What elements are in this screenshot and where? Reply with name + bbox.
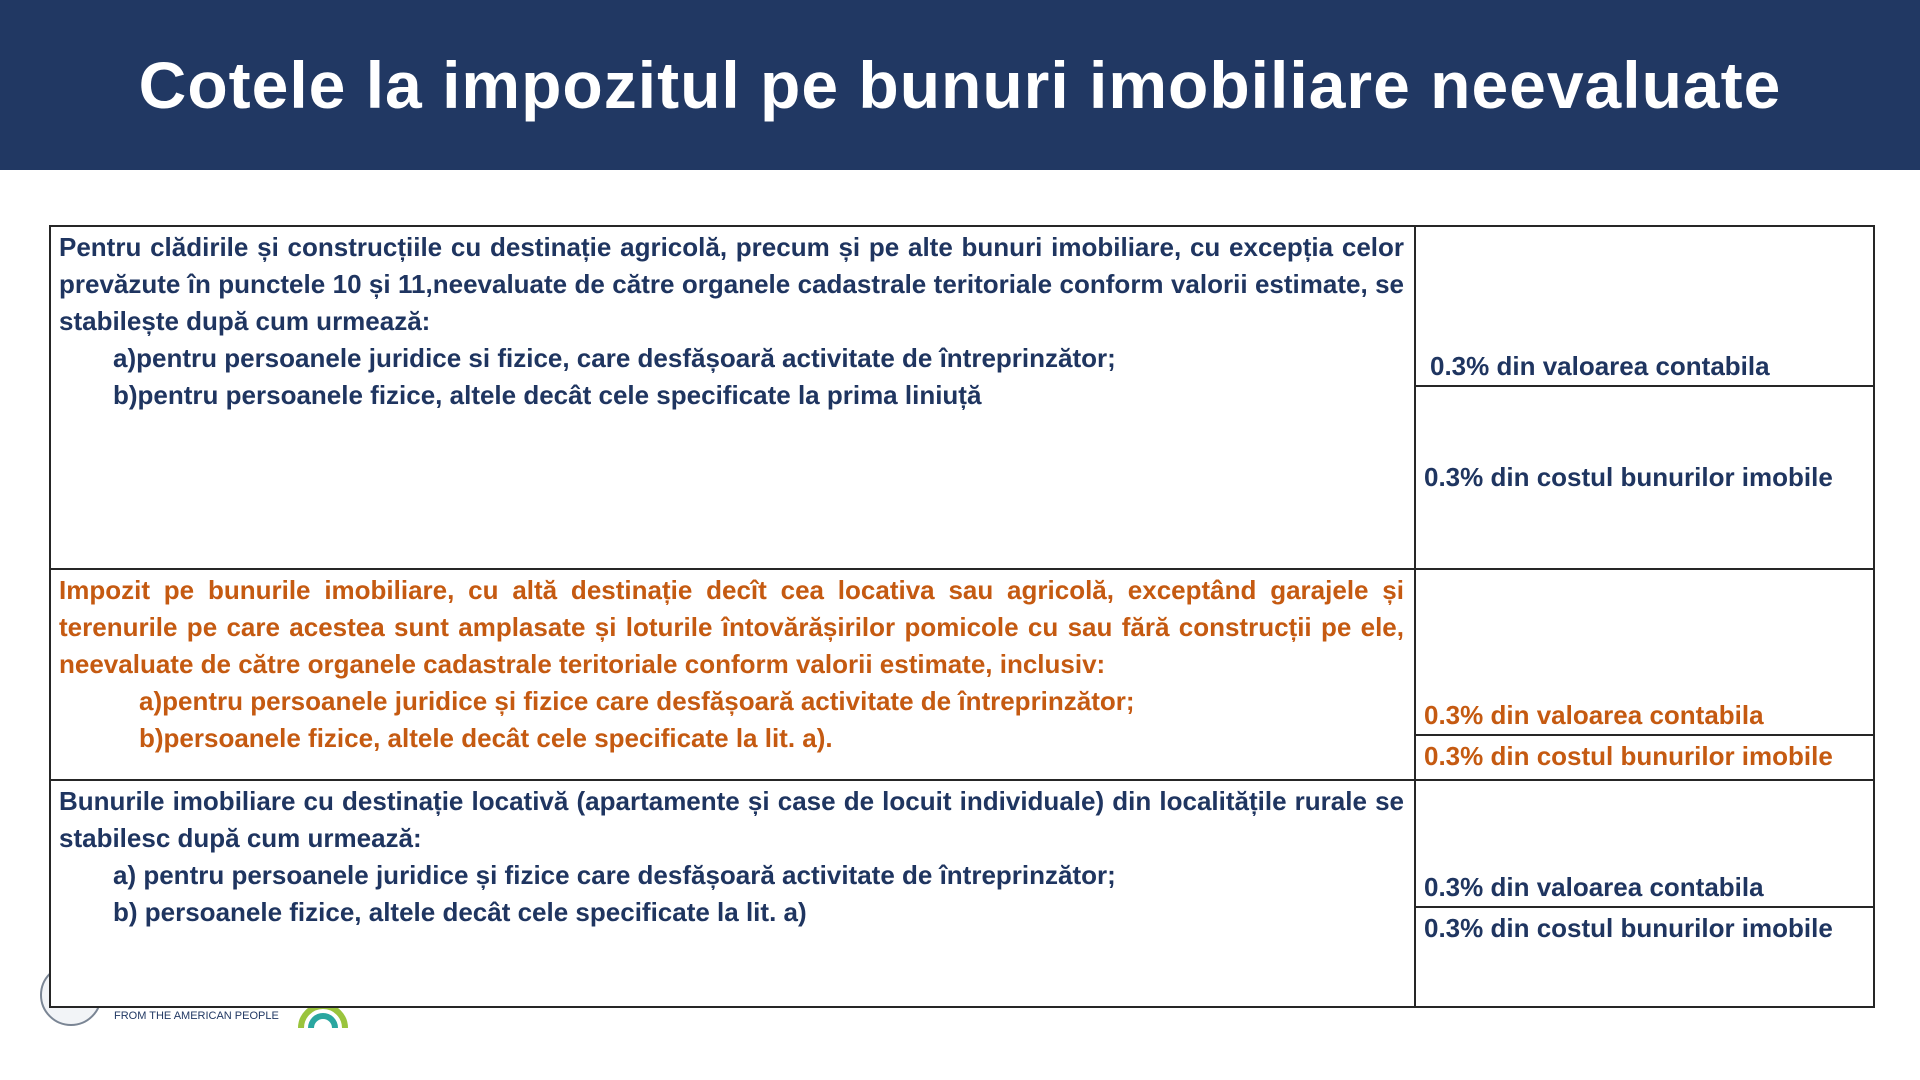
row-3-rate-b: 0.3% din costul bunurilor imobile: [1424, 913, 1833, 943]
page-title: Cotele la impozitul pe bunuri imobiliare neevaluate: [138, 48, 1782, 122]
row-3-rate-a: 0.3% din valoarea contabila: [1424, 872, 1764, 902]
title-banner: [0, 0, 1920, 170]
row-3-rate-a-cell: [1415, 780, 1874, 907]
usaid-tagline: FROM THE AMERICAN PEOPLE: [114, 1010, 279, 1022]
row-3-rate-b-cell: [1415, 907, 1874, 1007]
row-3-description: Bunurile imobiliare cu destinație locativă (apartamente și case de locuit individuale) din localitățile rurale se stabilesc după cum urmează:: [59, 786, 1404, 853]
row-2-description: Impozit pe bunurile imobiliare, cu altă destinație decît cea locativa sau agricolă, exceptând garajele și terenurile pe care acestea sunt amplasate și loturile întovărășirilor pomicole cu sau fără construcții pe ele, neevaluate de către organele cadastrale teritoriale conform valorii estimate, inclusiv:: [59, 575, 1404, 679]
row-2-description-cell: [50, 569, 1415, 780]
row-3-description-cell: [50, 780, 1415, 1007]
row-1-description-cell: [50, 226, 1415, 569]
row-3-item-a: a) pentru persoanele juridice și fizice care desfășoară activitate de întreprinzător;: [113, 860, 1116, 890]
row-2-rate-b-cell: [1415, 735, 1874, 780]
row-2-rate-a-cell: [1415, 569, 1874, 735]
row-1-item-a: a)pentru persoanele juridice si fizice, care desfășoară activitate de întreprinzător;: [113, 343, 1116, 373]
table-row: [50, 569, 1874, 735]
row-1-rate-a: 0.3% din valoarea contabila: [1430, 351, 1770, 381]
row-2-rate-b: 0.3% din costul bunurilor imobile: [1424, 741, 1833, 771]
table-row: [50, 780, 1874, 907]
row-1-rate-b-cell: [1415, 386, 1874, 569]
tax-rates-table: [49, 225, 1875, 1008]
row-1-rate-b: 0.3% din costul bunurilor imobile: [1424, 462, 1833, 492]
row-2-item-b: b)persoanele fizice, altele decât cele specificate la lit. a).: [139, 723, 833, 753]
row-1-rate-a-cell: [1415, 226, 1874, 386]
row-3-item-b: b) persoanele fizice, altele decât cele specificate la lit. a): [113, 897, 807, 927]
row-2-item-a: a)pentru persoanele juridice și fizice care desfășoară activitate de întreprinzător;: [139, 686, 1135, 716]
row-2-rate-a: 0.3% din valoarea contabila: [1424, 700, 1764, 730]
table-row: [50, 226, 1874, 386]
row-1-item-b: b)pentru persoanele fizice, altele decât cele specificate la prima liniuță: [113, 380, 982, 410]
row-1-description: Pentru clădirile și construcțiile cu destinație agricolă, precum și pe alte bunuri imobiliare, cu excepția celor prevăzute în punctele 10 și 11,neevaluate de către organele cadastrale teritoriale conform valorii estimate, se stabilește după cum urmează:: [59, 232, 1404, 336]
